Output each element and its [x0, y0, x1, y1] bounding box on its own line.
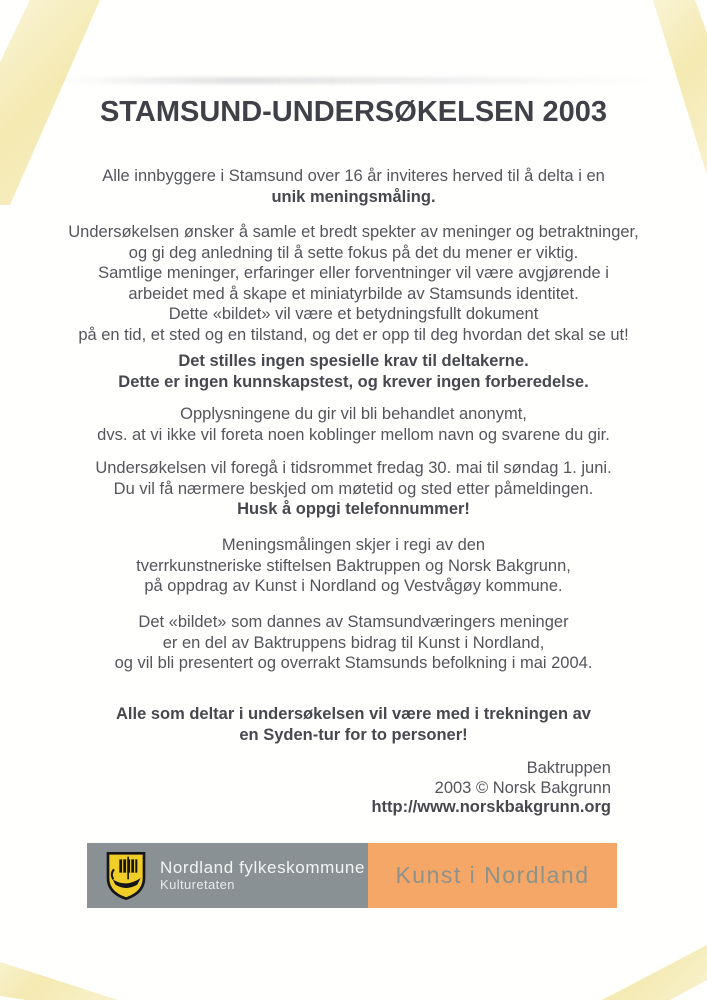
tape-mark-bottom-right [590, 935, 707, 1000]
text-line: Samtlige meninger, erfaringer eller forventninger vil være avgjørende i [98, 264, 609, 282]
text-line: tverrkunstneriske stiftelsen Baktruppen og Norsk Bakgrunn, [136, 556, 571, 575]
text-line: Undersøkelsen vil foregå i tidsrommet fredag 30. mai til søndag 1. juni. [95, 459, 612, 477]
nordland-fylkeskommune-logo [87, 843, 368, 908]
text-line: Meningsmålingen skjer i regi av den [221, 536, 486, 554]
text-line: Dette er ingen kunnskapstest, og krever ingen forberedelse. [118, 372, 589, 391]
text-line: en Syden-tur for to personer! [239, 725, 468, 744]
logo-organization-label: Nordland fylkeskommune [160, 858, 366, 877]
scan-artifact-smear [55, 77, 655, 84]
text-line: på oppdrag av Kunst i Nordland og Vestvågøy kommune. [144, 577, 563, 595]
nordland-coat-of-arms-icon [106, 851, 146, 901]
paragraph-purpose [0, 222, 707, 345]
text-line: Du vil få nærmere beskjed om møtetid og sted etter påmeldingen. [113, 479, 594, 498]
text-line: Dette «bildet» vil være et betydningsfullt dokument [168, 305, 539, 323]
text-line: Det stilles ingen spesielle krav til deltakerne. [178, 352, 529, 370]
paragraph-result [0, 612, 707, 674]
credit-organization: Baktruppen [526, 759, 611, 777]
paragraph-invitation [0, 166, 707, 207]
logo-band [87, 843, 617, 908]
text-line: Opplysningene du gir vil bli behandlet anonymt, [180, 405, 527, 423]
nordland-logo-text [160, 858, 365, 893]
text-line: dvs. at vi ikke vil foreta noen koblinger mellom navn og svarene du gir. [97, 425, 610, 444]
text-line: arbeidet med å skape et miniatyrbilde av Stamsunds identitet. [128, 284, 579, 303]
text-line: unik meningsmåling. [271, 187, 436, 206]
paragraph-organizers [0, 535, 707, 597]
text-line: på en tid, et sted og en tilstand, og det er opp til deg hvordan det skal se ut! [78, 325, 629, 344]
text-line: Det «bildet» som dannes av Stamsundværingers meninger [138, 613, 569, 631]
paragraph-schedule [0, 458, 707, 520]
paragraph-anonymity [0, 404, 707, 445]
credit-url: http://www.norskbakgrunn.org [371, 798, 611, 816]
text-line: Alle innbyggere i Stamsund over 16 år inviteres herved til å delta i en [102, 167, 605, 185]
text-line: og gi deg anledning til å sette fokus på det du mener er viktig. [128, 243, 579, 262]
credit-copyright: 2003 © Norsk Bakgrunn [434, 778, 611, 797]
paragraph-requirements [0, 351, 707, 392]
text-line: Husk å oppgi telefonnummer! [237, 500, 470, 518]
kunst-i-nordland-logo [368, 843, 617, 908]
tape-mark-bottom-left [0, 940, 120, 1000]
page-title: STAMSUND-UNDERSØKELSEN 2003 [99, 96, 608, 128]
text-line: og vil bli presentert og overrakt Stamsunds befolkning i mai 2004. [114, 654, 593, 672]
paragraph-prize [0, 704, 707, 745]
credits-block [371, 759, 611, 818]
text-line: Undersøkelsen ønsker å samle et bredt spekter av meninger og betraktninger, [68, 223, 639, 241]
logo-department-label: Kulturetaten [160, 877, 235, 892]
text-line: Alle som deltar i undersøkelsen vil være med i trekningen av [115, 705, 591, 723]
tape-mark-top-right [645, 0, 707, 180]
kunst-i-nordland-label: Kunst i Nordland [395, 862, 590, 888]
text-line: er en del av Baktruppens bidrag til Kunst i Nordland, [162, 633, 545, 652]
